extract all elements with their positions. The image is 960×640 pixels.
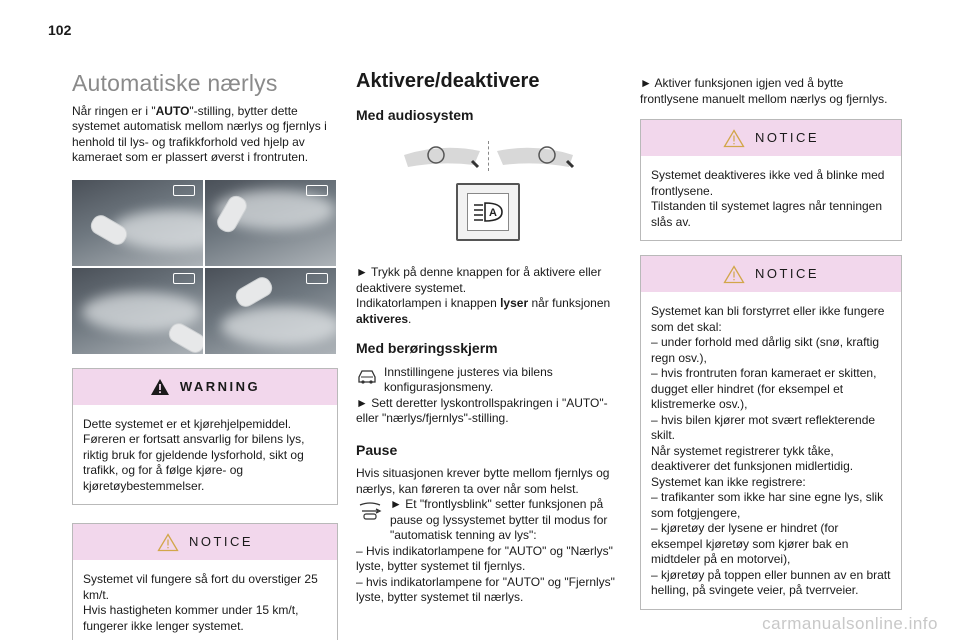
pause-intro-text: Hvis situasjonen krever bytte mellom fjernlys og nærlys, kan føreren ta over når som helst.	[356, 466, 610, 496]
car-config-icon	[356, 367, 378, 385]
audio-indicator-text: Indikatorlampen i knappen lyser når funksjonen aktiveres.	[356, 296, 611, 326]
heading-pause: Pause	[356, 441, 398, 458]
notice-triangle-icon	[157, 533, 179, 552]
illustration-panel-3	[72, 268, 203, 354]
dashboard-illustration	[356, 139, 620, 173]
limitation-line: – trafikanter som ikke har sine egne lys, slik som fotgjengere,	[651, 490, 884, 520]
audio-step-text: ► Trykk på denne knappen for å aktivere eller deaktivere systemet.	[356, 265, 602, 295]
notice-triangle-icon	[723, 129, 745, 148]
svg-text:A: A	[489, 207, 497, 219]
headlight-indicator-icon	[306, 273, 328, 284]
page-number: 102	[48, 22, 72, 38]
section-title-activate: Aktivere/deaktivere	[356, 70, 540, 92]
auto-headlight-icon	[472, 200, 504, 224]
watermark: carmanualsonline.info	[762, 614, 938, 633]
notice-box-limitations	[640, 255, 902, 610]
pause-item-2: – hvis indikatorlampene for "AUTO" og "Fjernlys" lyste, bytter systemet til nærlys.	[356, 574, 615, 604]
notice-label: NOTICE	[188, 534, 254, 550]
column-left	[72, 70, 338, 640]
limitation-line: Systemet kan bli forstyrret eller ikke fungere som det skal:	[651, 304, 885, 334]
dashboard-left-icon	[402, 141, 482, 171]
auto-highbeam-button-illustration	[456, 183, 520, 241]
pause-step-row	[356, 497, 620, 544]
heading-touchscreen: Med berøringsskjerm	[356, 340, 498, 356]
notice-header	[641, 120, 901, 156]
intro-paragraph: Når ringen er i "AUTO"-stilling, bytter dette systemet automatisk mellom nærlys og fjernlys i henhold til lys- og trafikkforhold ved hjelp av kameraet som er plassert øverst i frontruten.	[72, 103, 327, 164]
reactivate-text: ► Aktiver funksjonen igjen ved å bytte frontlysene manuelt mellom nærlys og fjernlys.	[640, 76, 888, 106]
notice-flash-text-2: Tilstanden til systemet lagres når tenningen slås av.	[651, 199, 883, 229]
notice-text-1: Systemet vil fungere så fort du overstiger 25 km/t.	[83, 572, 318, 602]
warning-header	[73, 369, 337, 405]
touch-config-row	[356, 365, 620, 396]
notice-label: NOTICE	[754, 130, 820, 146]
notice-text-2: Hvis hastigheten kommer under 15 km/t, fungerer ikke lenger systemet.	[83, 603, 299, 633]
limitation-line: Når systemet registrerer tykk tåke, deaktiverer det funksjonen midlertidig.	[651, 443, 854, 473]
illustration-panel-4	[205, 268, 336, 354]
notice-triangle-icon	[723, 265, 745, 284]
headlight-indicator-icon	[173, 273, 195, 284]
camera-illustration	[72, 180, 336, 354]
warning-triangle-icon	[150, 378, 170, 396]
touch-step-text: ► Sett deretter lyskontrollspakringen i "AUTO"- eller "nærlys/fjernlys"-stilling.	[356, 395, 608, 425]
warning-label: WARNING	[179, 378, 261, 394]
headlight-indicator-icon	[306, 185, 328, 196]
warning-box	[72, 368, 338, 506]
illustration-panel-2	[205, 180, 336, 266]
notice-header	[641, 256, 901, 292]
notice-label: NOTICE	[754, 266, 820, 282]
heading-audio-system: Med audiosystem	[356, 106, 474, 123]
dashboard-right-icon	[495, 141, 575, 171]
warning-text: Dette systemet er et kjørehjelpemiddel. Føreren er fortsatt ansvarlig for bilens lys, riktig bruk for gjeldende lysforhold, sikt og trafikk, og for å følge kjøre- og kjøretøybestemmelser.	[83, 416, 305, 493]
notice-header	[73, 524, 337, 560]
notice-box-speed	[72, 523, 338, 640]
pause-step-text: ► Et "frontlysblink" setter funksjonen på pause og lyssystemet bytter til modus for "automatisk tenning av lys":	[390, 497, 608, 542]
limitation-line: Systemet kan ikke registrere:	[651, 474, 806, 489]
limitation-line: – kjøretøy på toppen eller bunnen av en bratt helling, på svingete veier, på tverrveier.	[651, 567, 891, 597]
illustration-panel-1	[72, 180, 203, 266]
touch-config-text: Innstillingene justeres via bilens konfigurasjonsmeny.	[384, 364, 553, 394]
column-middle	[356, 70, 620, 606]
notice-box-flash	[640, 119, 902, 241]
column-right	[640, 76, 902, 610]
limitation-line: – hvis bilen kjører mot svært reflekterende skilt.	[651, 412, 876, 442]
limitation-line: – hvis frontruten foran kameraet er skitten, dugget eller hindret (for eksempel et klistremerke osv.),	[651, 366, 877, 411]
headlight-flash-icon	[356, 499, 384, 521]
limitation-line: – under forhold med dårlig sikt (snø, kraftig regn osv.),	[651, 335, 880, 365]
limitation-line: – kjøretøy der lysene er hindret (for eksempel kjøretøy som kjører bak en midtdeler på en motorvei),	[651, 521, 849, 566]
headlight-indicator-icon	[173, 185, 195, 196]
pause-item-1: – Hvis indikatorlampene for "AUTO" og "Nærlys" lyste, bytter systemet til fjernlys.	[356, 543, 613, 573]
section-title-auto-lights: Automatiske nærlys	[72, 70, 278, 96]
notice-flash-text-1: Systemet deaktiveres ikke ved å blinke med frontlysene.	[651, 168, 885, 198]
